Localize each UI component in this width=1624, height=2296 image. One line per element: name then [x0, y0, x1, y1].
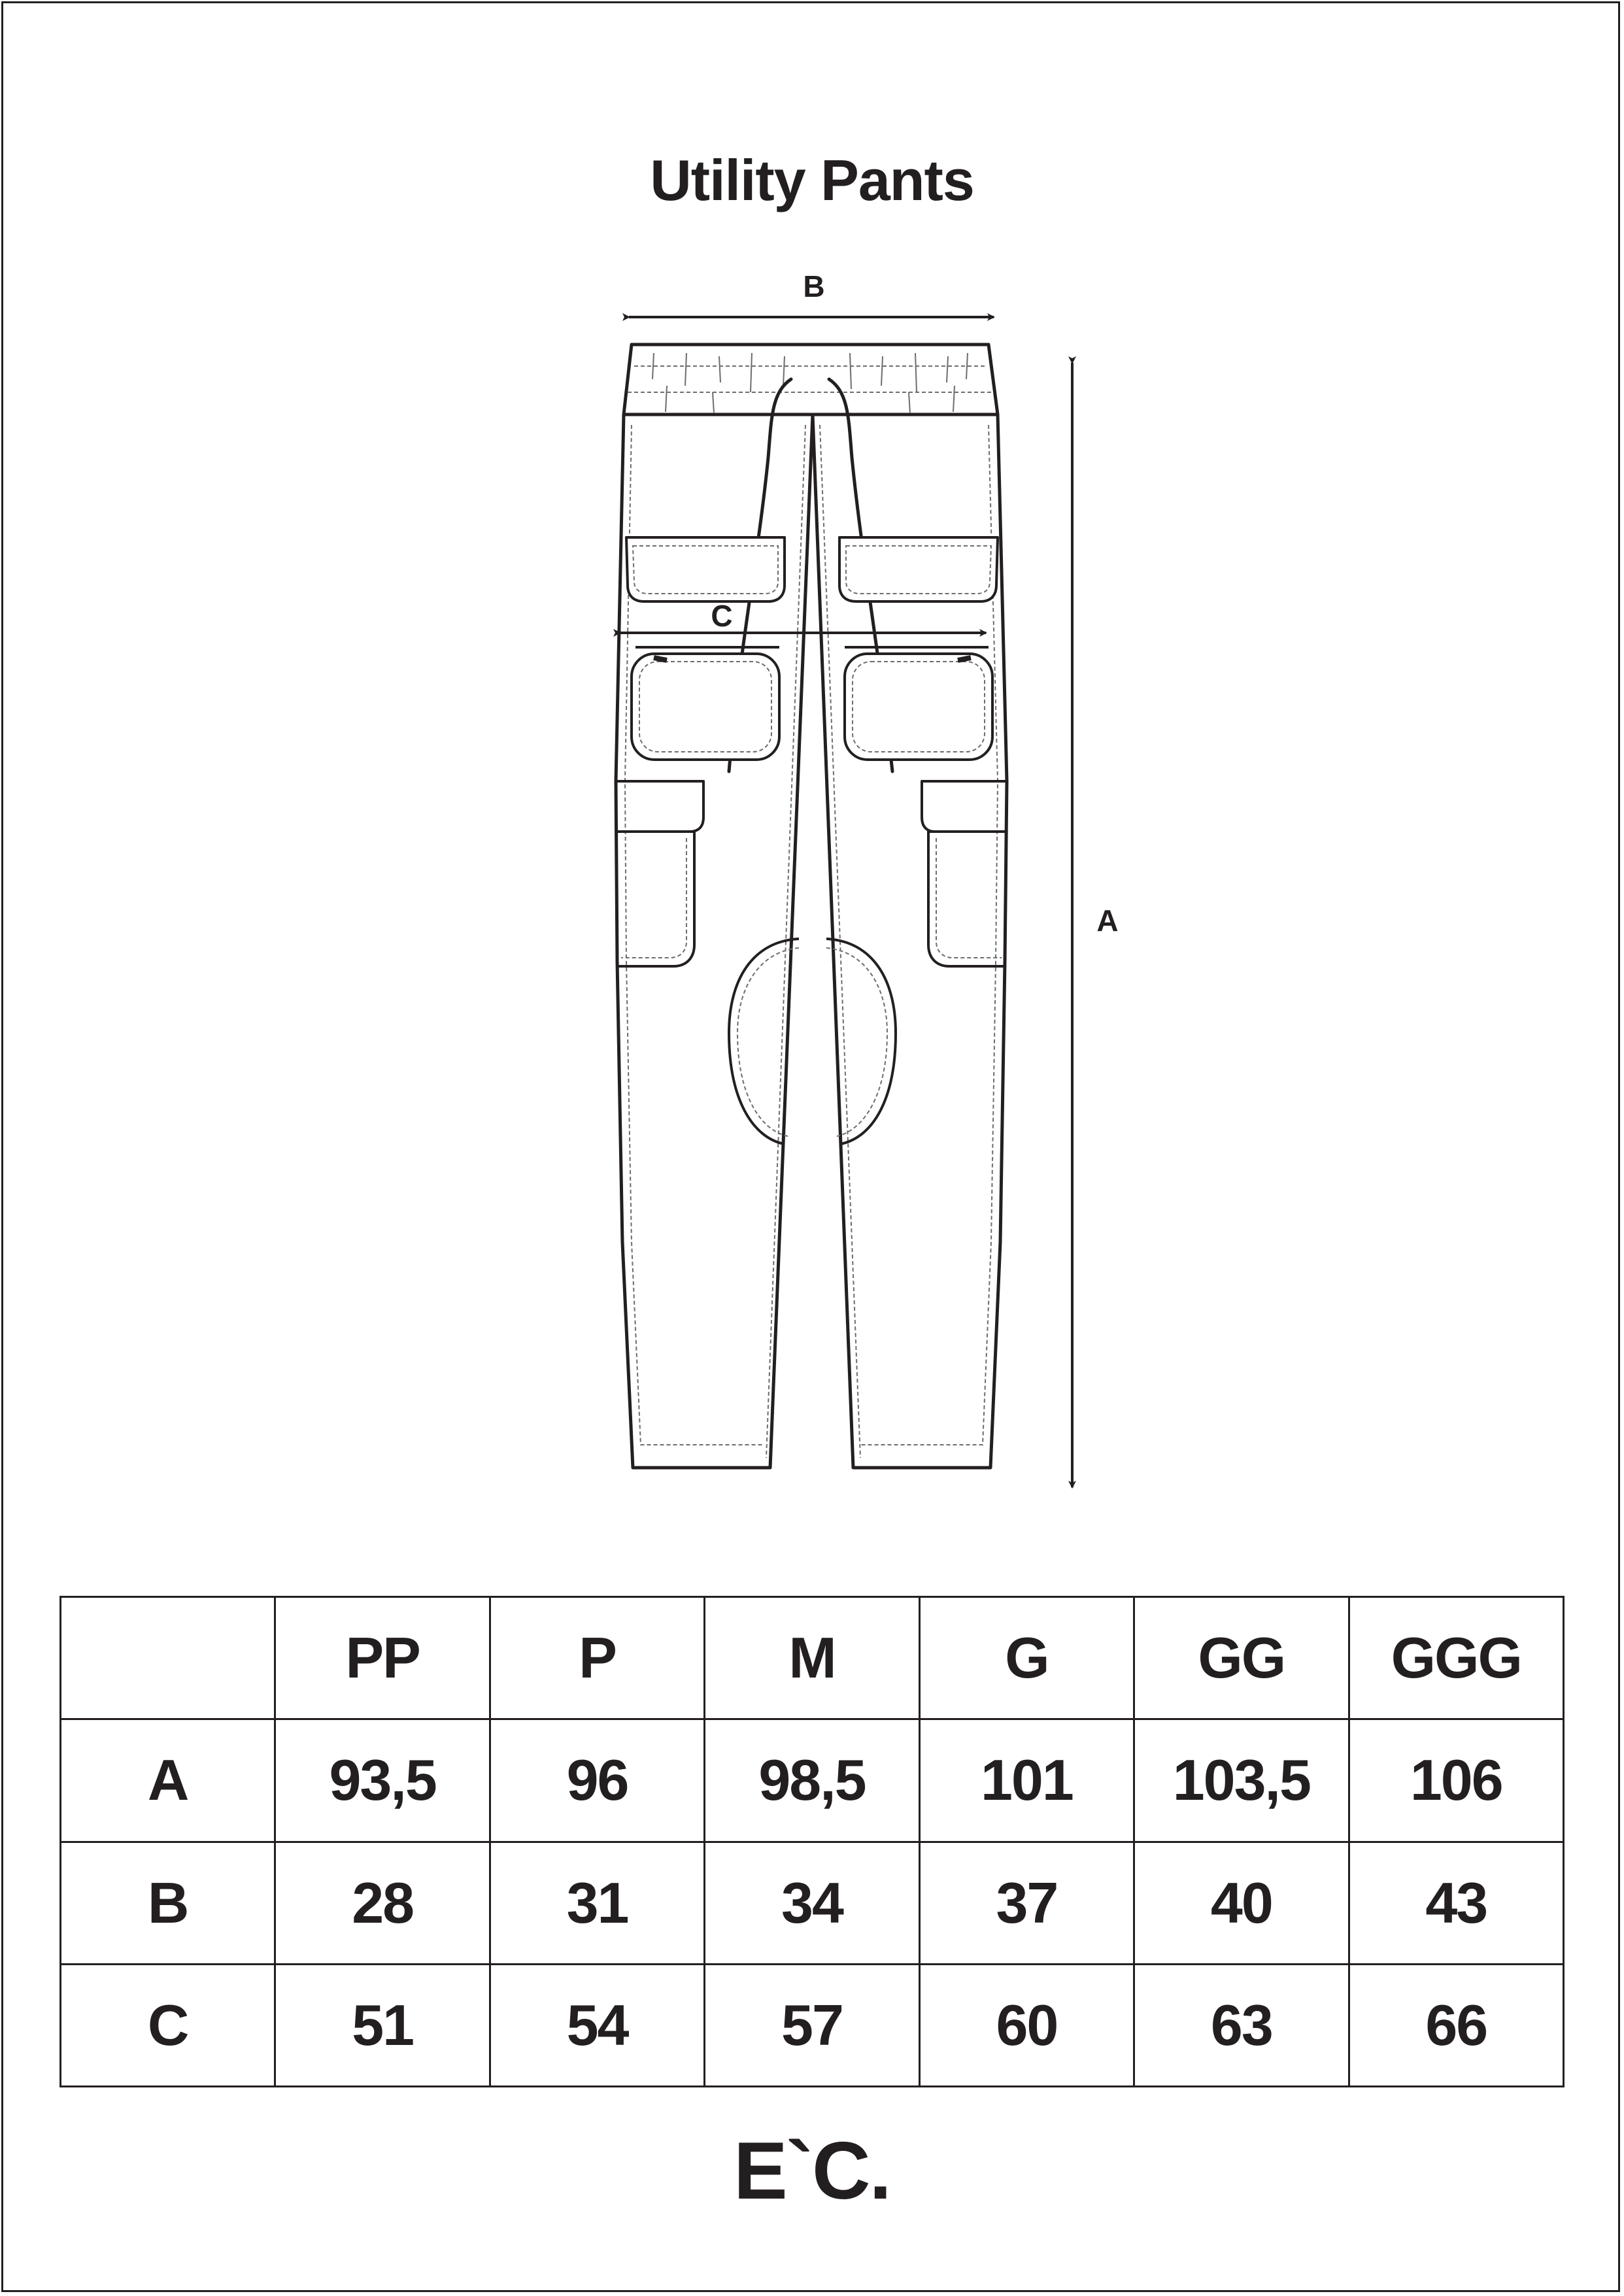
- header-cell: GG: [1134, 1597, 1349, 1719]
- dimension-a-label: A: [1096, 903, 1119, 937]
- table-row: [61, 1842, 1564, 1964]
- page-title: Utility Pants: [650, 148, 974, 212]
- pockets: [617, 537, 1007, 1144]
- pants-outline: [616, 345, 1007, 1468]
- header-cell: P: [490, 1597, 704, 1719]
- table-cell: 31: [490, 1842, 704, 1964]
- size-header-row: [61, 1597, 1564, 1719]
- table-cell: 54: [490, 1964, 704, 2086]
- table-cell: 51: [275, 1964, 490, 2086]
- row-label: C: [61, 1964, 275, 2086]
- waistband: [624, 345, 998, 414]
- table-cell: 96: [490, 1719, 704, 1842]
- pocket-stitching: [621, 546, 1002, 1136]
- row-label: A: [61, 1719, 275, 1842]
- table-cell: 98,5: [705, 1719, 919, 1842]
- table-cell: 60: [919, 1964, 1134, 2086]
- table-cell: 106: [1349, 1719, 1563, 1842]
- table-cell: 40: [1134, 1842, 1349, 1964]
- table-cell: 34: [705, 1842, 919, 1964]
- header-cell: M: [705, 1597, 919, 1719]
- dimension-b-label: B: [803, 269, 825, 303]
- header-cell: GGG: [1349, 1597, 1563, 1719]
- table-cell: 66: [1349, 1964, 1563, 2086]
- table-row: [61, 1964, 1564, 2086]
- header-cell: G: [919, 1597, 1134, 1719]
- size-chart-table: [59, 1596, 1565, 2087]
- stitching: [625, 366, 998, 1458]
- table-cell: 57: [705, 1964, 919, 2086]
- row-label: B: [61, 1842, 275, 1964]
- table-cell: 37: [919, 1842, 1134, 1964]
- dimension-c-label: C: [711, 599, 733, 633]
- table-cell: 63: [1134, 1964, 1349, 2086]
- brand-logo: E`C.: [734, 2126, 890, 2216]
- table-cell: 28: [275, 1842, 490, 1964]
- table-cell: 43: [1349, 1842, 1563, 1964]
- header-cell: [61, 1597, 275, 1719]
- table-cell: 101: [919, 1719, 1134, 1842]
- table-cell: 93,5: [275, 1719, 490, 1842]
- header-cell: PP: [275, 1597, 490, 1719]
- waistband-gathers: [652, 353, 968, 413]
- table-row: [61, 1719, 1564, 1842]
- table-cell: 103,5: [1134, 1719, 1349, 1842]
